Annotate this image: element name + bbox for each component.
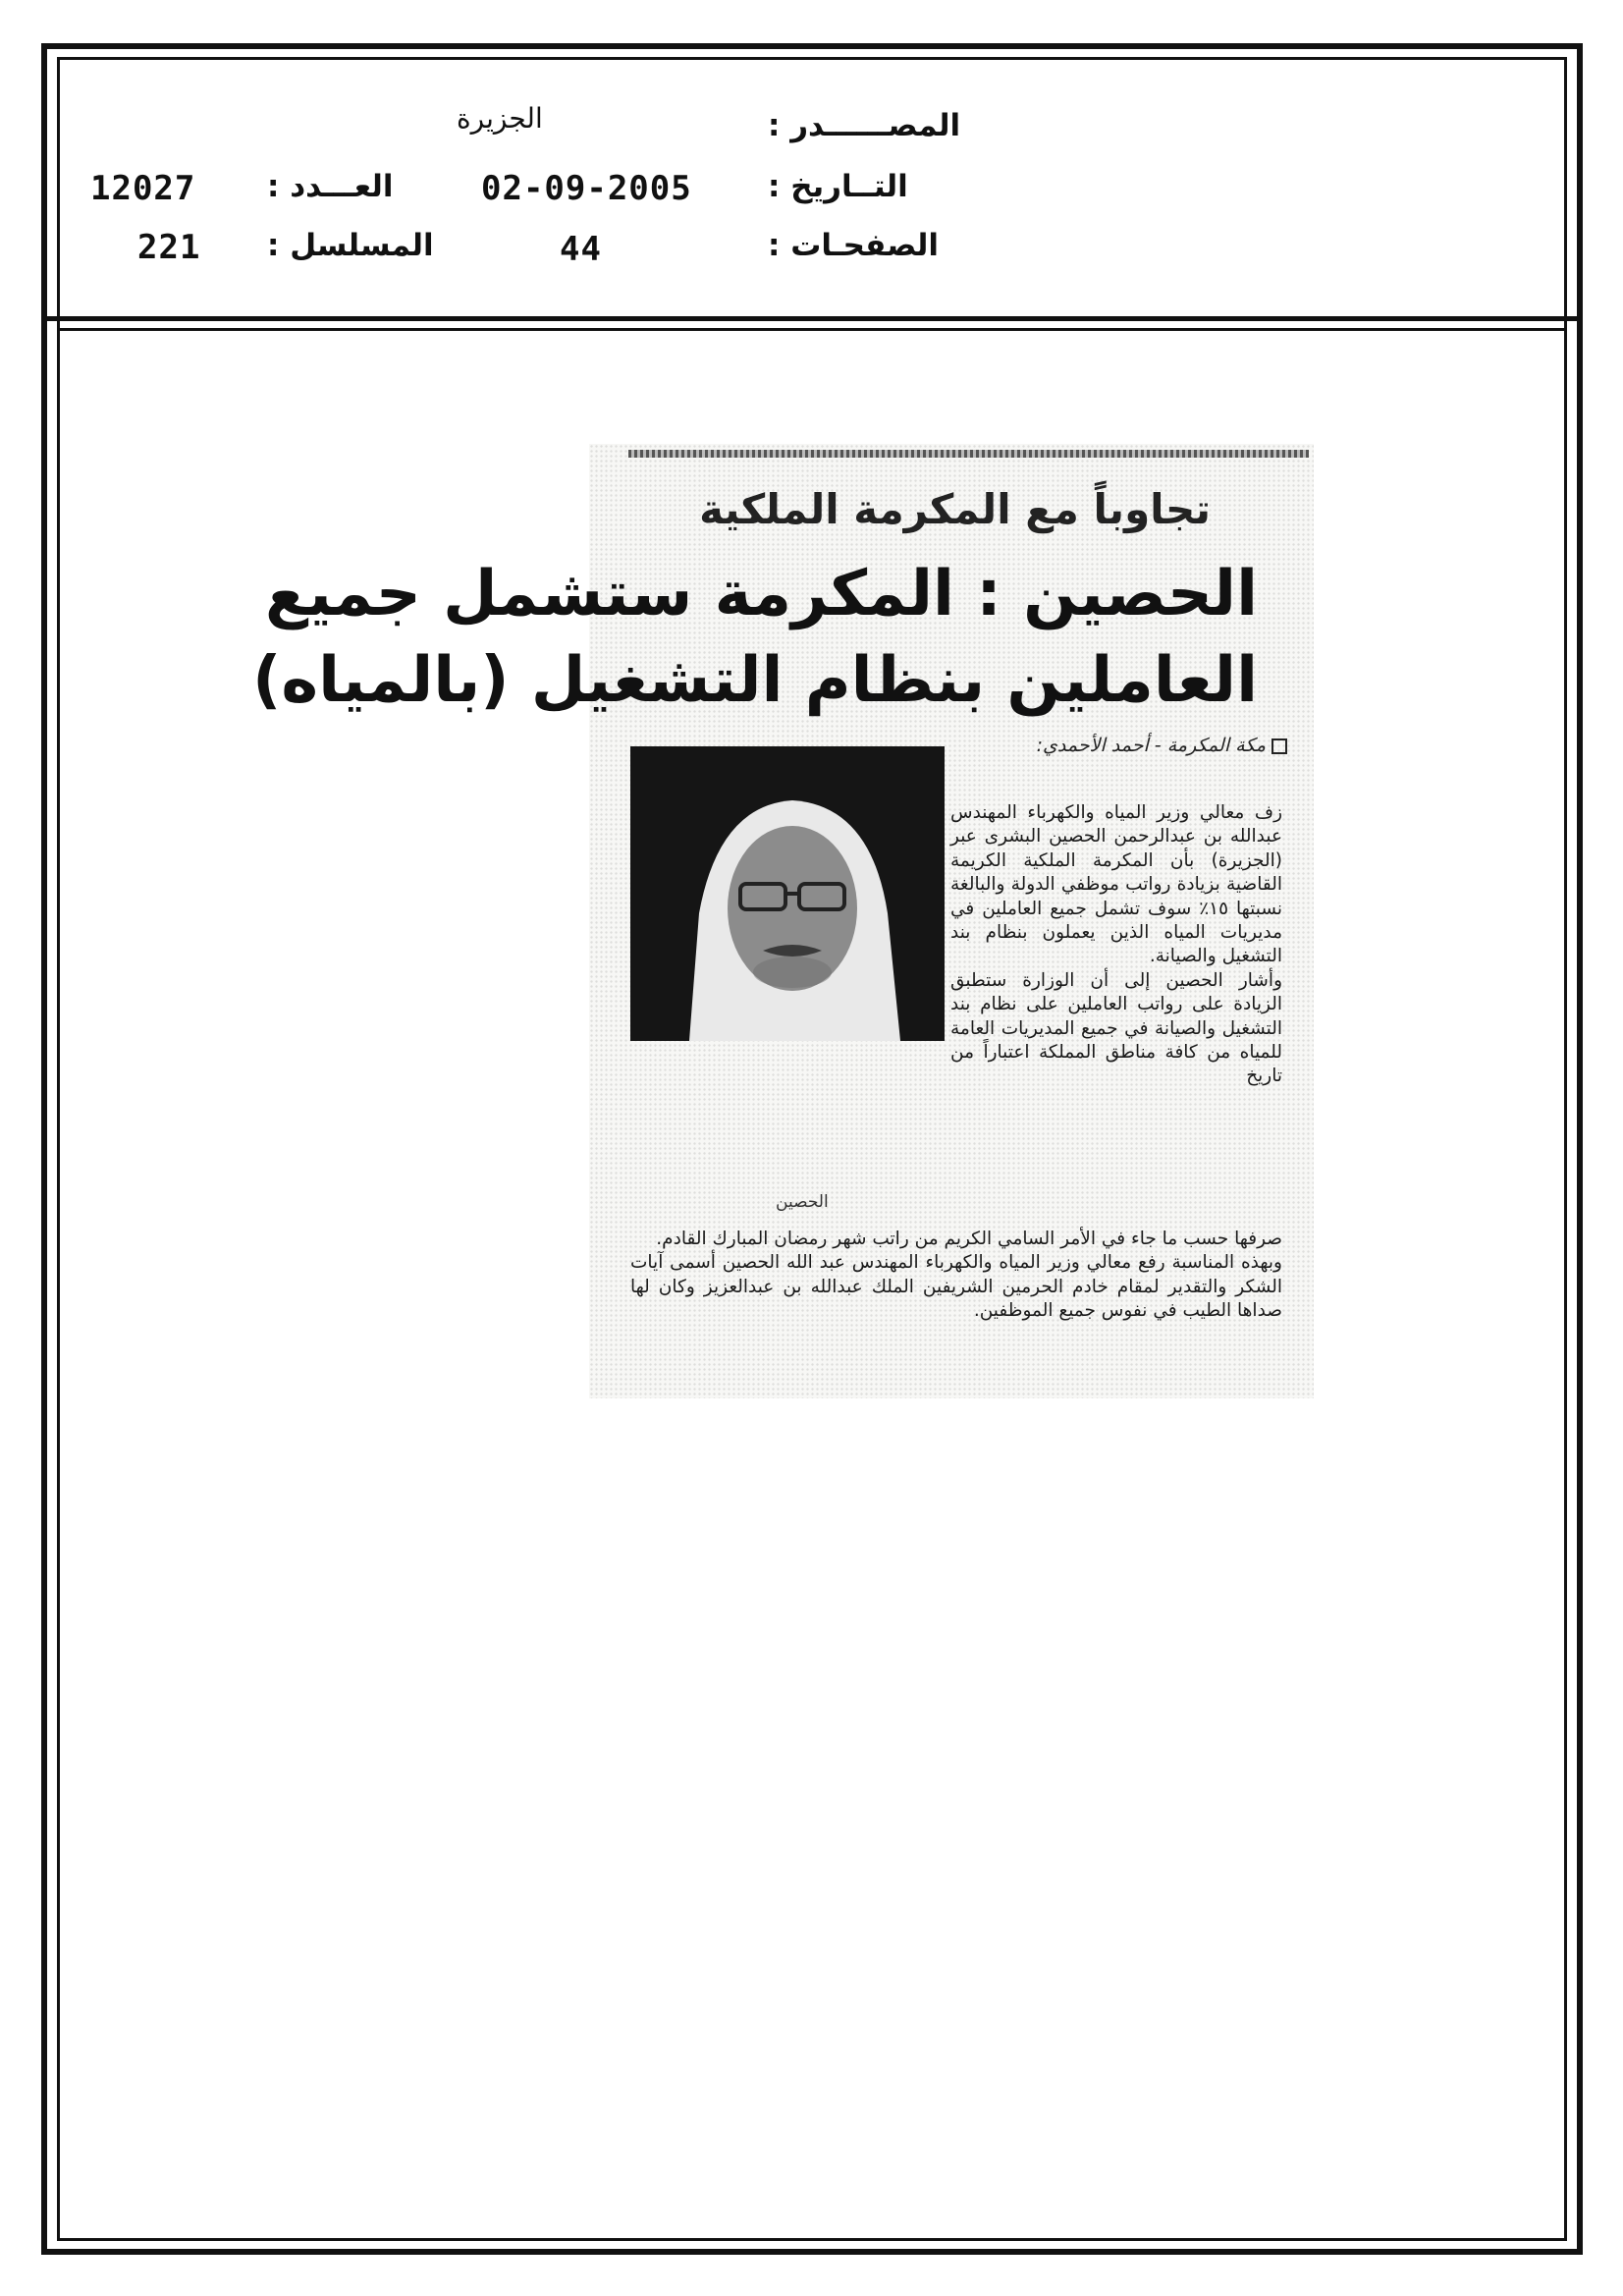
clipping-rule: [628, 450, 1309, 458]
serial-label: المسلسل :: [267, 228, 434, 263]
date-value: 02-09-2005: [481, 169, 692, 208]
source-value: الجزيرة: [457, 102, 543, 135]
serial-value: 221: [137, 228, 201, 267]
source-label: المصــــــدر :: [768, 108, 961, 143]
pages-value: 44: [560, 230, 602, 269]
header-separator: [41, 316, 1583, 321]
article-subheadline: تجاوباً مع المكرمة الملكية: [699, 485, 1211, 533]
header-separator-inner: [57, 328, 1567, 331]
article-body-wide: [630, 1228, 1282, 1324]
date-label: التــاريخ :: [768, 169, 908, 204]
issue-label: العـــدد :: [267, 169, 394, 204]
paragraph-3: وبهذه المناسبة رفع معالي وزير المياه والكهرباء المهندس عبد الله الحصين أسمى آيات الشكر والتقدير لمقام خادم الحرمين الشريفين الملك عبدالله بن عبدالعزيز وكان لها صداها الطيب في نفوس جميع الموظفين.: [630, 1252, 1282, 1322]
issue-value: 12027: [90, 169, 196, 208]
photo-caption: الحصين: [776, 1192, 829, 1212]
paragraph-2-start: وأشار الحصين إلى أن الوزارة ستطبق الزيادة على رواتب العاملين على نظام بند التشغيل والصيانة في جميع المديريات العامة للمياه من كافة مناطق المملكة اعتباراً من تاريخ: [950, 969, 1282, 1087]
portrait-photo: [630, 746, 945, 1041]
article-body-column: [950, 801, 1282, 1089]
byline-text: مكة المكرمة - أحمد الأحمدي:: [1036, 735, 1266, 756]
paragraph-1: زف معالي وزير المياه والكهرباء المهندس عبدالله بن عبدالرحمن الحصين البشرى عبر (الجزيرة) بأن المكرمة الملكية الكريمة القاضية بزيادة رواتب موظفي الدولة والبالغة نسبتها ١٥٪ سوف تشمل جميع العاملين في مديريات المياه الذين يعملون بنظام بند التشغيل والصيانة.: [950, 802, 1282, 967]
portrait-figure-icon: [630, 746, 945, 1041]
paragraph-2-end: صرفها حسب ما جاء في الأمر السامي الكريم من راتب شهر رمضان المبارك القادم.: [656, 1229, 1282, 1249]
article-byline: [1037, 735, 1287, 756]
article-headline-line1: الحصين : المكرمة ستشمل جميع: [264, 558, 1258, 630]
pages-label: الصفحـات :: [768, 228, 940, 263]
article-headline-line2: العاملين بنظام التشغيل (بالمياه): [252, 644, 1258, 717]
byline-square-icon: [1271, 738, 1287, 754]
